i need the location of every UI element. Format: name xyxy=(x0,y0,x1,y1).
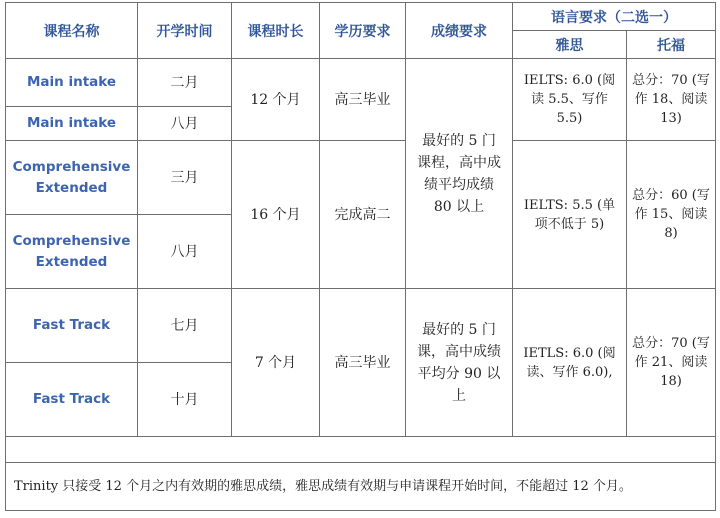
header-toefl: 托福 xyxy=(627,31,716,59)
header-grades: 成绩要求 xyxy=(406,3,513,59)
toefl-cell: 总分：60 (写作 15、阅读 8) xyxy=(627,141,716,289)
blank-row xyxy=(6,437,716,463)
header-course-name: 课程名称 xyxy=(6,3,138,59)
course-name-cell: Fast Track xyxy=(6,289,138,363)
grades-cell: 最好的 5 门课，高中成绩平均分 90 以上 xyxy=(406,289,513,437)
duration-cell: 16 个月 xyxy=(232,141,320,289)
start-time-cell: 八月 xyxy=(138,107,232,141)
start-time-cell: 七月 xyxy=(138,289,232,363)
header-duration: 课程时长 xyxy=(232,3,320,59)
ielts-cell: IETLS: 6.0 (阅读、写作 6.0), xyxy=(513,289,627,437)
course-name-cell: Main intake xyxy=(6,59,138,107)
blank-cell xyxy=(6,437,716,463)
table-row xyxy=(6,289,716,363)
course-name-cell: Fast Track xyxy=(6,363,138,437)
education-cell: 完成高二 xyxy=(320,141,406,289)
education-cell: 高三毕业 xyxy=(320,289,406,437)
header-education: 学历要求 xyxy=(320,3,406,59)
header-start-time: 开学时间 xyxy=(138,3,232,59)
course-name-cell: Comprehensive Extended xyxy=(6,215,138,289)
header-ielts: 雅思 xyxy=(513,31,627,59)
toefl-cell: 总分：70 (写作 21、阅读 18) xyxy=(627,289,716,437)
duration-cell: 7 个月 xyxy=(232,289,320,437)
start-time-cell: 十月 xyxy=(138,363,232,437)
toefl-cell: 总分：70 (写作 18、阅读 13) xyxy=(627,59,716,141)
grades-cell: 最好的 5 门课程，高中成绩平均成绩 80 以上 xyxy=(406,59,513,289)
course-name-cell: Comprehensive Extended xyxy=(6,141,138,215)
course-name-cell: Main intake xyxy=(6,107,138,141)
table-row xyxy=(6,59,716,107)
start-time-cell: 二月 xyxy=(138,59,232,107)
table-row xyxy=(6,141,716,215)
start-time-cell: 三月 xyxy=(138,141,232,215)
program-requirements-table xyxy=(5,2,716,511)
education-cell: 高三毕业 xyxy=(320,59,406,141)
ielts-cell: IELTS: 5.5 (单项不低于 5) xyxy=(513,141,627,289)
duration-cell: 12 个月 xyxy=(232,59,320,141)
header-language: 语言要求（二选一） xyxy=(513,3,716,31)
start-time-cell: 八月 xyxy=(138,215,232,289)
footnote: Trinity 只接受 12 个月之内有效期的雅思成绩，雅思成绩有效期与申请课程开始时间，不能超过 12 个月。 xyxy=(6,463,716,511)
ielts-cell: IELTS: 6.0 (阅读 5.5、写作 5.5) xyxy=(513,59,627,141)
